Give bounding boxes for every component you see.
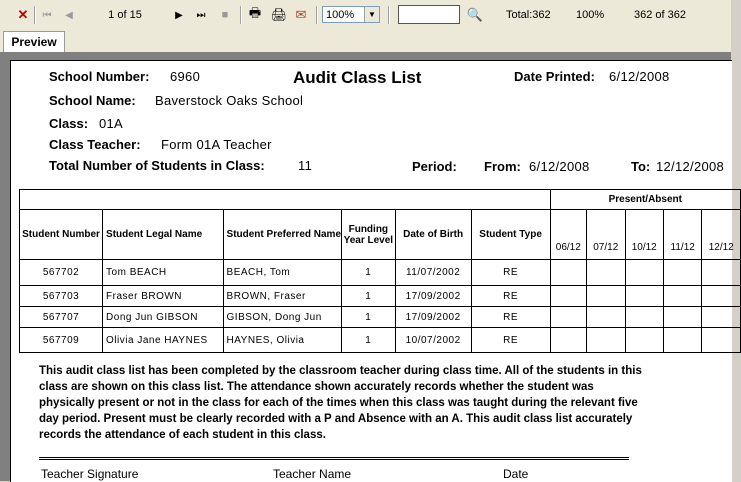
school-name-label: School Name: [49,93,136,108]
funding-level-cell: 1 [342,260,396,286]
separator [34,6,36,24]
chevron-down-icon[interactable]: ▼ [364,7,379,22]
export-icon[interactable]: ✉ [295,7,307,22]
table-row [20,307,741,328]
find-icon[interactable]: 🔍 [466,7,484,22]
from-value: 6/12/2008 [529,159,590,174]
dob-cell: 11/07/2002 [395,260,471,286]
attendance-cell [550,307,586,328]
student-number-cell: 567709 [20,328,103,353]
column-header: Student Legal Name [103,210,224,260]
school-name-value: Baverstock Oaks School [155,93,304,108]
last-page-icon[interactable]: ⏭ [196,9,206,21]
dob-cell: 17/09/2002 [395,286,471,307]
declaration-text: This audit class list has been completed by the classroom teacher during class time. All of the students in this class are shown on this class list. The attendance shown accurately records whether the student was physically present or not in the class for each of the times when this class was taught during the relevant five day period. Present must be clearly recorded with a P and Absence with an A. This audit class list accurately records the attendance of each student in this class. [39,365,642,441]
from-label: From: [484,159,521,174]
total-label: Total:362 [506,9,551,21]
column-header: Funding Year Level [342,210,396,260]
preferred-name-cell: BROWN, Fraser [223,286,341,307]
page-indicator: 1 of 15 [108,9,142,21]
present-absent-header: Present/Absent [550,190,740,210]
table-row [20,328,741,353]
attendance-cell [702,260,741,286]
day-header: 06/12 [550,210,586,260]
student-type-cell: RE [471,328,550,353]
attendance-cell [663,307,701,328]
class-value: 01A [99,116,124,131]
column-header: Student Preferred Name [223,210,341,260]
attendance-cell [663,286,701,307]
day-header: 11/12 [663,210,701,260]
student-number-cell: 567702 [20,260,103,286]
school-number-value: 6960 [170,69,201,84]
column-header: Date of Birth [395,210,471,260]
next-page-icon[interactable]: ▶ [175,9,183,21]
print-setup-icon[interactable]: 🖨 [270,7,288,22]
class-teacher-label: Class Teacher: [49,137,141,152]
day-header: 07/12 [587,210,625,260]
attendance-cell [550,260,586,286]
teacher-signature-label: Teacher Signature [41,467,139,481]
day-header: 10/12 [625,210,663,260]
table-row [20,260,741,286]
school-number-label: School Number: [49,69,150,84]
date-printed-label: Date Printed: [514,69,595,84]
previous-page-icon[interactable]: ◀ [65,9,73,21]
table-header-spacer [20,190,551,210]
legal-name-cell: Tom BEACH [103,260,224,286]
dob-cell: 17/09/2002 [395,307,471,328]
zoom-value: 100% [326,8,355,21]
column-header: Student Number [20,210,103,260]
funding-level-cell: 1 [342,307,396,328]
student-type-cell: RE [471,286,550,307]
attendance-cell [587,286,625,307]
attendance-cell [702,286,741,307]
total-students-value: 11 [298,158,313,173]
stop-icon[interactable]: ■ [221,9,229,21]
attendance-cell [702,328,741,353]
report-page [10,60,732,482]
preferred-name-cell: GIBSON, Dong Jun [223,307,341,328]
close-icon[interactable]: ✕ [17,7,29,22]
funding-level-cell: 1 [342,328,396,353]
tab-preview[interactable]: Preview [3,31,65,52]
dob-cell: 10/07/2002 [395,328,471,353]
preferred-name-cell: HAYNES, Olivia [223,328,341,353]
legal-name-cell: Olivia Jane HAYNES [103,328,224,353]
student-type-cell: RE [471,307,550,328]
attendance-cell [587,260,625,286]
attendance-cell [587,328,625,353]
date-label: Date [503,467,529,481]
separator [240,6,242,24]
to-value: 12/12/2008 [656,159,725,174]
signature-divider [39,457,629,460]
first-page-icon[interactable]: ⏮ [42,9,52,21]
day-header: 12/12 [702,210,741,260]
preferred-name-cell: BEACH, Tom [223,260,341,286]
legal-name-cell: Fraser BROWN [103,286,224,307]
separator [388,6,390,24]
student-type-cell: RE [471,260,550,286]
attendance-table [19,189,741,353]
student-number-cell: 567707 [20,307,103,328]
student-number-cell: 567703 [20,286,103,307]
class-teacher-value: Form 01A Teacher [161,137,272,152]
attendance-cell [625,286,663,307]
record-count: 362 of 362 [634,9,686,21]
zoom-select[interactable] [322,6,380,23]
table-row [20,286,741,307]
column-header: Student Type [471,210,550,260]
attendance-cell [625,328,663,353]
tab-bar [0,30,731,52]
report-title: Audit Class List [293,68,422,87]
percent-label: 100% [576,9,605,21]
attendance-cell [702,307,741,328]
attendance-cell [663,328,701,353]
class-label: Class: [49,116,89,131]
to-label: To: [631,159,651,174]
toolbar [0,0,731,31]
attendance-cell [663,260,701,286]
print-icon[interactable]: 🖶 [248,5,262,20]
attendance-cell [587,307,625,328]
date-printed-value: 6/12/2008 [609,69,670,84]
teacher-name-label: Teacher Name [273,467,352,481]
total-students-label: Total Number of Students in Class: [49,158,265,173]
separator [316,6,318,24]
search-input[interactable] [398,5,460,24]
attendance-cell [550,286,586,307]
attendance-cell [550,328,586,353]
period-label: Period: [412,159,457,174]
attendance-cell [625,260,663,286]
funding-level-cell: 1 [342,286,396,307]
attendance-cell [625,307,663,328]
legal-name-cell: Dong Jun GIBSON [103,307,224,328]
